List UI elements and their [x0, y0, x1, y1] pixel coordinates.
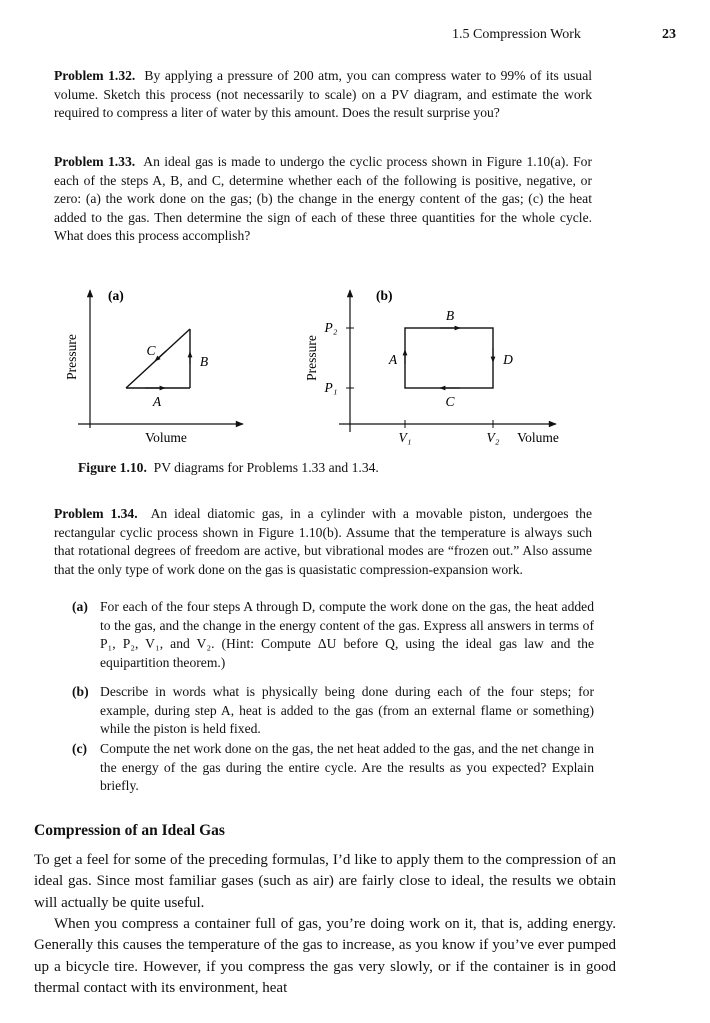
figure-caption — [78, 460, 379, 476]
problem-1-32 — [54, 67, 592, 123]
body-paragraph: To get a feel for some of the preceding formulas, I’d like to apply them to the compression of an ideal gas. Since most familiar gases (such as air) are fairly close to ideal, the results we obtain will actually be quite useful. — [34, 852, 616, 911]
y-axis-label: Pressure — [64, 334, 79, 380]
problem-1-34 — [54, 505, 592, 579]
step-a-label: A — [388, 352, 398, 367]
p2-label: P₂ — [324, 320, 338, 335]
problem-label: Problem 1.33. — [54, 154, 136, 169]
step-a-label: A — [152, 394, 162, 409]
step-c-arrow — [155, 351, 166, 361]
item-label: (a) — [72, 599, 88, 614]
step-d-label: D — [503, 352, 513, 367]
y-axis-label: Pressure — [304, 335, 319, 381]
page-header — [0, 27, 710, 47]
body-paragraph: When you compress a container full of gas, you’re doing work on it, that is, adding energy. Generally this causes the temperature of the gas to increase, as you know if you’ve ever pumped up a bicycle tire. However, if you compress the gas very slowly, or if the container is in good thermal contact with its environment, heat — [34, 916, 616, 996]
item-label: (b) — [72, 684, 89, 699]
step-c-label: C — [445, 394, 455, 409]
running-head: 1.5 Compression Work — [452, 27, 581, 42]
step-b-label: B — [199, 354, 209, 369]
caption-label: Figure 1.10. — [78, 460, 147, 475]
problem-1-34-item-a — [54, 598, 594, 672]
item-text: Describe in words what is physically being done during each of the four steps; for example, during step A, heat is added to the gas (from an external flame or something) while the piston is held fixed. — [100, 684, 594, 737]
problem-text: An ideal diatomic gas, in a cylinder with a movable piston, undergoes the rectangular cyclic process shown in Figure 1.10(b). Assume that the temperature is always such that rotational degrees of freedom are active, but vibrational modes are “frozen out.” Also assume that the only type of work done on the gas is quasistatic compression-expansion work. — [54, 506, 593, 577]
figure-1-10 — [0, 282, 710, 454]
problem-1-33 — [54, 153, 592, 246]
section-heading: Compression of an Ideal Gas — [34, 822, 225, 839]
panel-b — [304, 288, 559, 445]
panel-tag: (a) — [108, 288, 124, 303]
cycle-rectangle — [405, 328, 493, 388]
step-c-label: C — [146, 343, 156, 358]
item-label: (c) — [72, 741, 88, 756]
problem-label: Problem 1.32. — [54, 68, 136, 83]
problem-1-34-item-b — [54, 683, 594, 739]
x-axis-label: Volume — [145, 430, 187, 445]
item-text: Compute the net work done on the gas, the net heat added to the gas, and the net change in the energy of the gas during the entire cycle. Are the results as you expected? Explain briefly. — [100, 741, 594, 794]
page-number: 23 — [662, 27, 676, 42]
panel-a — [64, 288, 243, 445]
v1-label: V₁ — [398, 430, 412, 445]
problem-label: Problem 1.34. — [54, 506, 138, 521]
panel-tag: (b) — [376, 288, 393, 303]
problem-text: By applying a pressure of 200 atm, you can compress water to 99% of its usual volume. Sketch this process (not necessarily to scale) on a PV diagram, and estimate the work required to compress a liter of water by this amount. Does the result surprise you? — [54, 68, 593, 121]
step-b-label: B — [445, 308, 455, 323]
x-axis-label: Volume — [517, 430, 559, 445]
v2-label: V₂ — [486, 430, 500, 445]
p1-label: P₁ — [324, 380, 338, 395]
problem-1-34-item-c — [54, 740, 594, 796]
item-text: For each of the four steps A through D, compute the work done on the gas, the heat added to the gas, and the change in the energy content of the gas. Express all answers in terms of P₁, P₂, V₁, and V₂. (Hint: Compute ΔU before Q, using the ideal gas law and the equipartition theorem.) — [100, 599, 594, 670]
problem-text: An ideal gas is made to undergo the cyclic process shown in Figure 1.10(a). For each of the steps A, B, and C, determine whether each of the following is positive, negative, or zero: (a) the work done on the gas; (b) the change in the energy content of the gas; (c) the heat added to the gas. Then determine the sign of each of these three quantities for the whole cycle. What does this process accomplish? — [54, 154, 593, 244]
caption-text: PV diagrams for Problems 1.33 and 1.34. — [153, 460, 379, 475]
